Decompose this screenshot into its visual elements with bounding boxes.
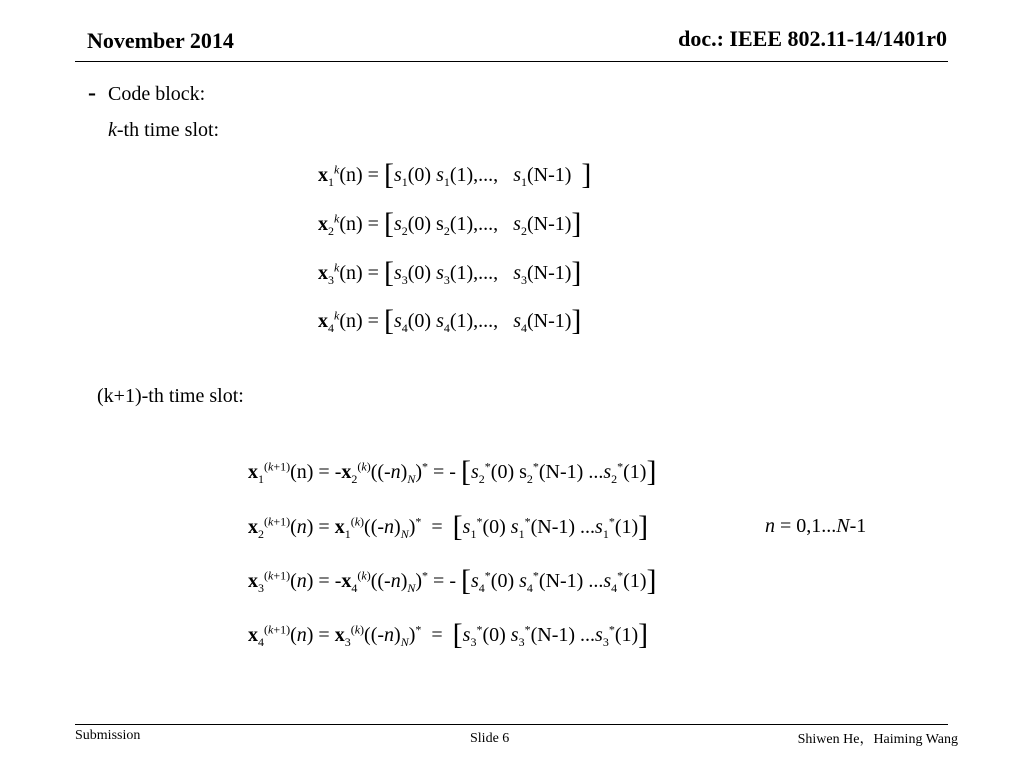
footer-rule — [75, 724, 948, 725]
eq-k1-3: $x_3^{(k+1)}(n) = -x_4^{(k)}((-n)_N)^*$ = - [$s_4^*(0)$ $s_4^*(N-1)$ $...s_4^*(1)$] — [248, 564, 657, 597]
k-slot-label: k-th time slot: — [108, 119, 220, 141]
code-block-heading: Code block: — [108, 83, 206, 105]
eq-k1-4: $x_4^{(k+1)}(n) = x_3^{(k)}((-n)_N)^* = [s_3^*(0)$ $s_3^*(N-1)$ $...s_3^*(1)$] — [248, 618, 649, 651]
header-doc-id: doc.: IEEE 802.11-14/1401r0 — [678, 26, 947, 51]
range-note: n = 0,1...N-1 — [765, 515, 867, 537]
footer-authors: Shiwen He，Haiming Wang — [797, 732, 958, 747]
eq-k-3: $x_3^k(n) = [s_3(0)$ $s_3(1)$,..., $s_3(N-1)$] — [318, 256, 582, 289]
eq-k-4: $x_4^k(n) = [s_4(0)$ $s_4(1)$,..., $s_4(N-1)$] — [318, 304, 582, 337]
eq-k-2: $x_2^k(n) = [s_2(0)$ $s_2(1)$,..., $s_2(N-1)$] — [318, 207, 582, 240]
header-rule — [75, 61, 948, 62]
eq-k1-2: $x_2^{(k+1)}(n) = x_1^{(k)}((-n)_N)^* = [s_1^*(0)$ $s_1^*(N-1)$ $...s_1^*(1)$] — [248, 510, 649, 543]
eq-k-1: $x_1^k(n) = [s_1(0)$ $s_1(1)$,..., $s_1(N-1)$ ] — [318, 158, 592, 191]
footer-submission: Submission — [75, 728, 141, 743]
k1-slot-label: (k+1)-th time slot: — [97, 385, 244, 407]
bullet-dash: - — [88, 80, 96, 106]
footer-slide-number: Slide 6 — [470, 731, 510, 746]
eq-k1-1: $x_1^{(k+1)}(n) = -x_2^{(k)}((-n)_N)^*$ = - [$s_2^*(0)$ $s_2^*(N-1)$ $...s_2^*(1)$] — [248, 455, 657, 488]
header-date: November 2014 — [87, 28, 234, 53]
